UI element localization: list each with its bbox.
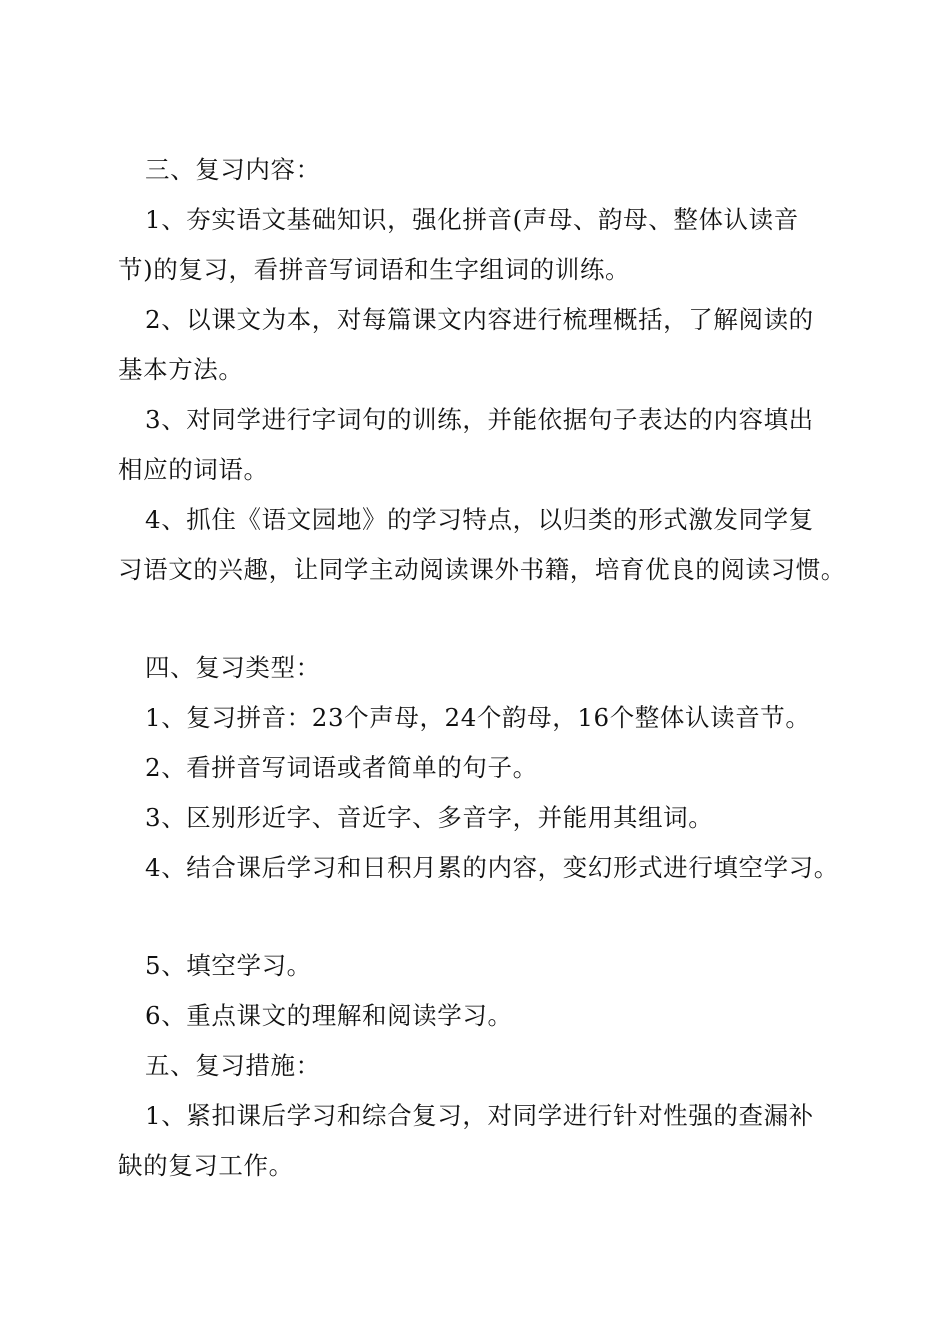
section-3-item-1-line-1: 1、夯实语文基础知识，强化拼音(声母、韵母、整体认读音 xyxy=(145,205,799,234)
section-4-item-5: 5、填空学习。 xyxy=(145,951,312,980)
section-3-item-4-line-2: 习语文的兴趣，让同学主动阅读课外书籍，培育优良的阅读习惯。 xyxy=(118,555,846,584)
section-5-item-1-line-2: 缺的复习工作。 xyxy=(118,1151,294,1180)
section-4-item-1: 1、复习拼音：23个声母，24个韵母，16个整体认读音节。 xyxy=(145,703,811,732)
section-4-item-2: 2、看拼音写词语或者简单的句子。 xyxy=(145,753,538,782)
section-4-item-4: 4、结合课后学习和日积月累的内容，变幻形式进行填空学习。 xyxy=(145,853,839,882)
section-4-heading: 四、复习类型： xyxy=(145,653,321,682)
section-3-item-3-line-1: 3、对同学进行字词句的训练，并能依据句子表达的内容填出 xyxy=(145,405,814,434)
section-3-item-2-line-2: 基本方法。 xyxy=(118,355,244,384)
section-5-item-1-line-1: 1、紧扣课后学习和综合复习，对同学进行针对性强的查漏补 xyxy=(145,1101,814,1130)
section-3-item-4-line-1: 4、抓住《语文园地》的学习特点，以归类的形式激发同学复 xyxy=(145,505,814,534)
section-3-item-2-line-1: 2、以课文为本，对每篇课文内容进行梳理概括，了解阅读的 xyxy=(145,305,814,334)
section-5-heading: 五、复习措施： xyxy=(145,1051,321,1080)
section-4-item-3: 3、区别形近字、音近字、多音字，并能用其组词。 xyxy=(145,803,714,832)
section-4-item-6: 6、重点课文的理解和阅读学习。 xyxy=(145,1001,513,1030)
section-3-heading: 三、复习内容： xyxy=(145,155,321,184)
section-3-item-3-line-2: 相应的词语。 xyxy=(118,455,269,484)
section-3-item-1-line-2: 节)的复习，看拼音写词语和生字组词的训练。 xyxy=(118,255,631,284)
